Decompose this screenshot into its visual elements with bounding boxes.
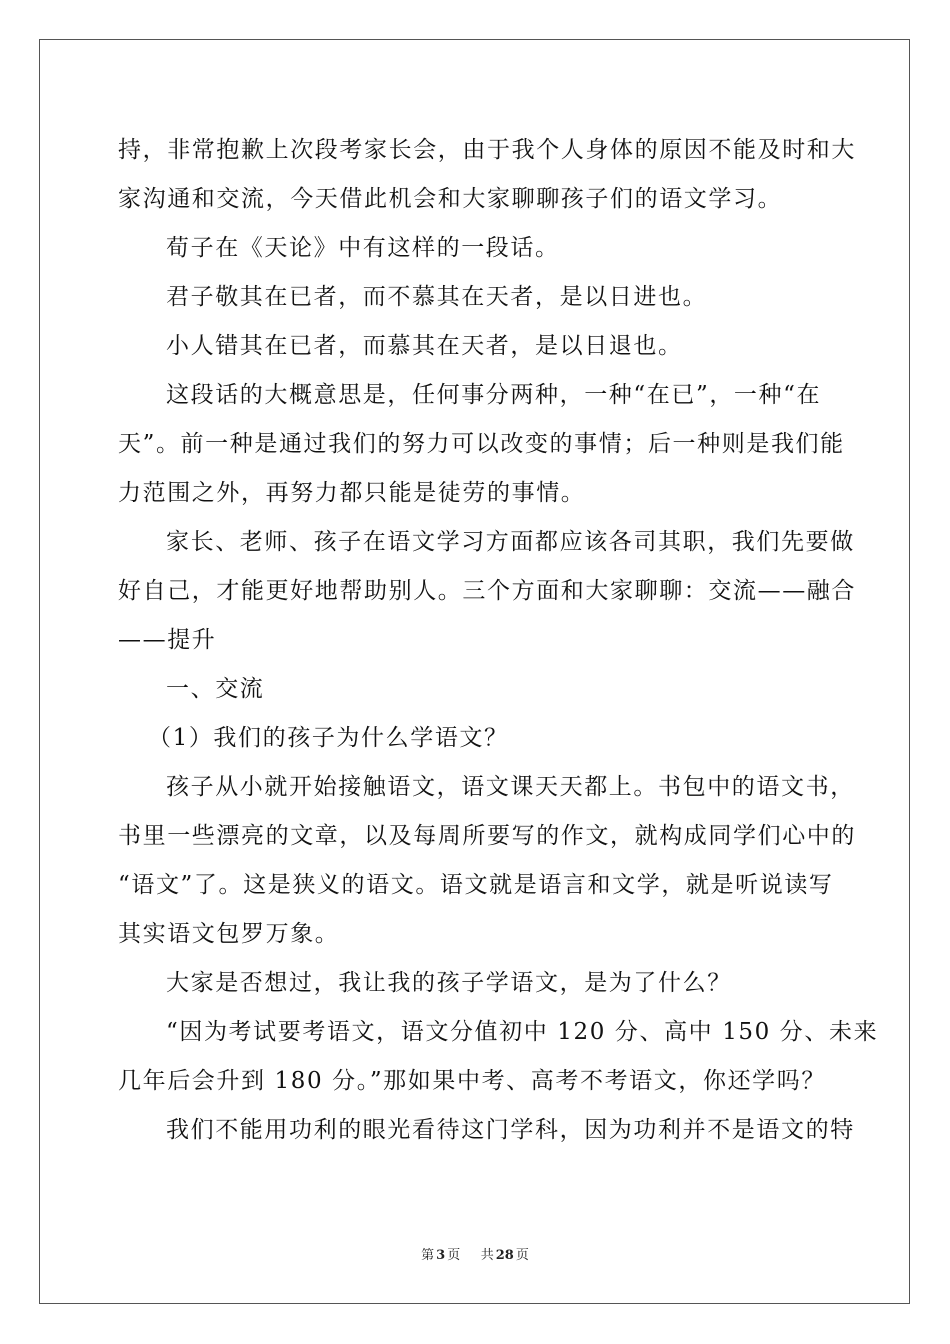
text-line-14: 孩子从小就开始接触语文，语文课天天都上。书包中的语文书， [166,774,855,800]
text-line-19: “因为考试要考语文，语文分值初中 120 分、高中 150 分、未来 [166,1019,879,1045]
text-line-21: 我们不能用功利的眼光看待这门学科，因为功利并不是语文的特 [166,1117,855,1143]
text-line-18: 大家是否想过，我让我的孩子学语文，是为了什么？ [166,970,732,996]
page-footer [0,1244,950,1263]
text-line-3: 荀子在《天论》中有这样的一段话。 [166,235,560,261]
total-suffix: 页 [515,1248,529,1263]
text-line-1: 持，非常抱歉上次段考家长会，由于我个人身体的原因不能及时和大 [118,137,856,163]
page-number: 3 [436,1248,446,1263]
section-heading: 一、交流 [166,676,265,702]
page-suffix: 页 [447,1248,461,1263]
text-line-17: 其实语文包罗万象。 [118,921,340,947]
text-line-6: 这段话的大概意思是，任何事分两种，一种“在已”，一种“在 [166,382,822,408]
text-line-16: “语文”了。这是狭义的语文。语文就是语言和文学，就是听说读写 [118,872,834,898]
text-line-15: 书里一些漂亮的文章，以及每周所要写的作文，就构成同学们心中的 [118,823,856,849]
text-line-5: 小人错其在已者，而慕其在天者，是以日退也。 [166,333,683,359]
page-prefix: 第 [421,1248,435,1263]
total-prefix: 共 [480,1248,494,1263]
text-line-11: ——提升 [118,627,217,653]
text-line-8: 力范围之外，再努力都只能是徒劳的事情。 [118,480,586,506]
text-line-20: 几年后会升到 180 分。”那如果中考、高考不考语文，你还学吗？ [118,1068,826,1094]
text-line-2: 家沟通和交流，今天借此机会和大家聊聊孩子们的语文学习。 [118,186,783,212]
text-line-10: 好自己，才能更好地帮助别人。三个方面和大家聊聊：交流——融合 [118,578,856,604]
document-body [118,126,879,1155]
text-line-7: 天”。前一种是通过我们的努力可以改变的事情；后一种则是我们能 [118,431,845,457]
subsection-heading: （1）我们的孩子为什么学语文？ [148,725,509,751]
total-pages: 28 [495,1248,514,1263]
text-line-4: 君子敬其在已者，而不慕其在天者，是以日进也。 [166,284,708,310]
text-line-9: 家长、老师、孩子在语文学习方面都应该各司其职，我们先要做 [166,529,855,555]
